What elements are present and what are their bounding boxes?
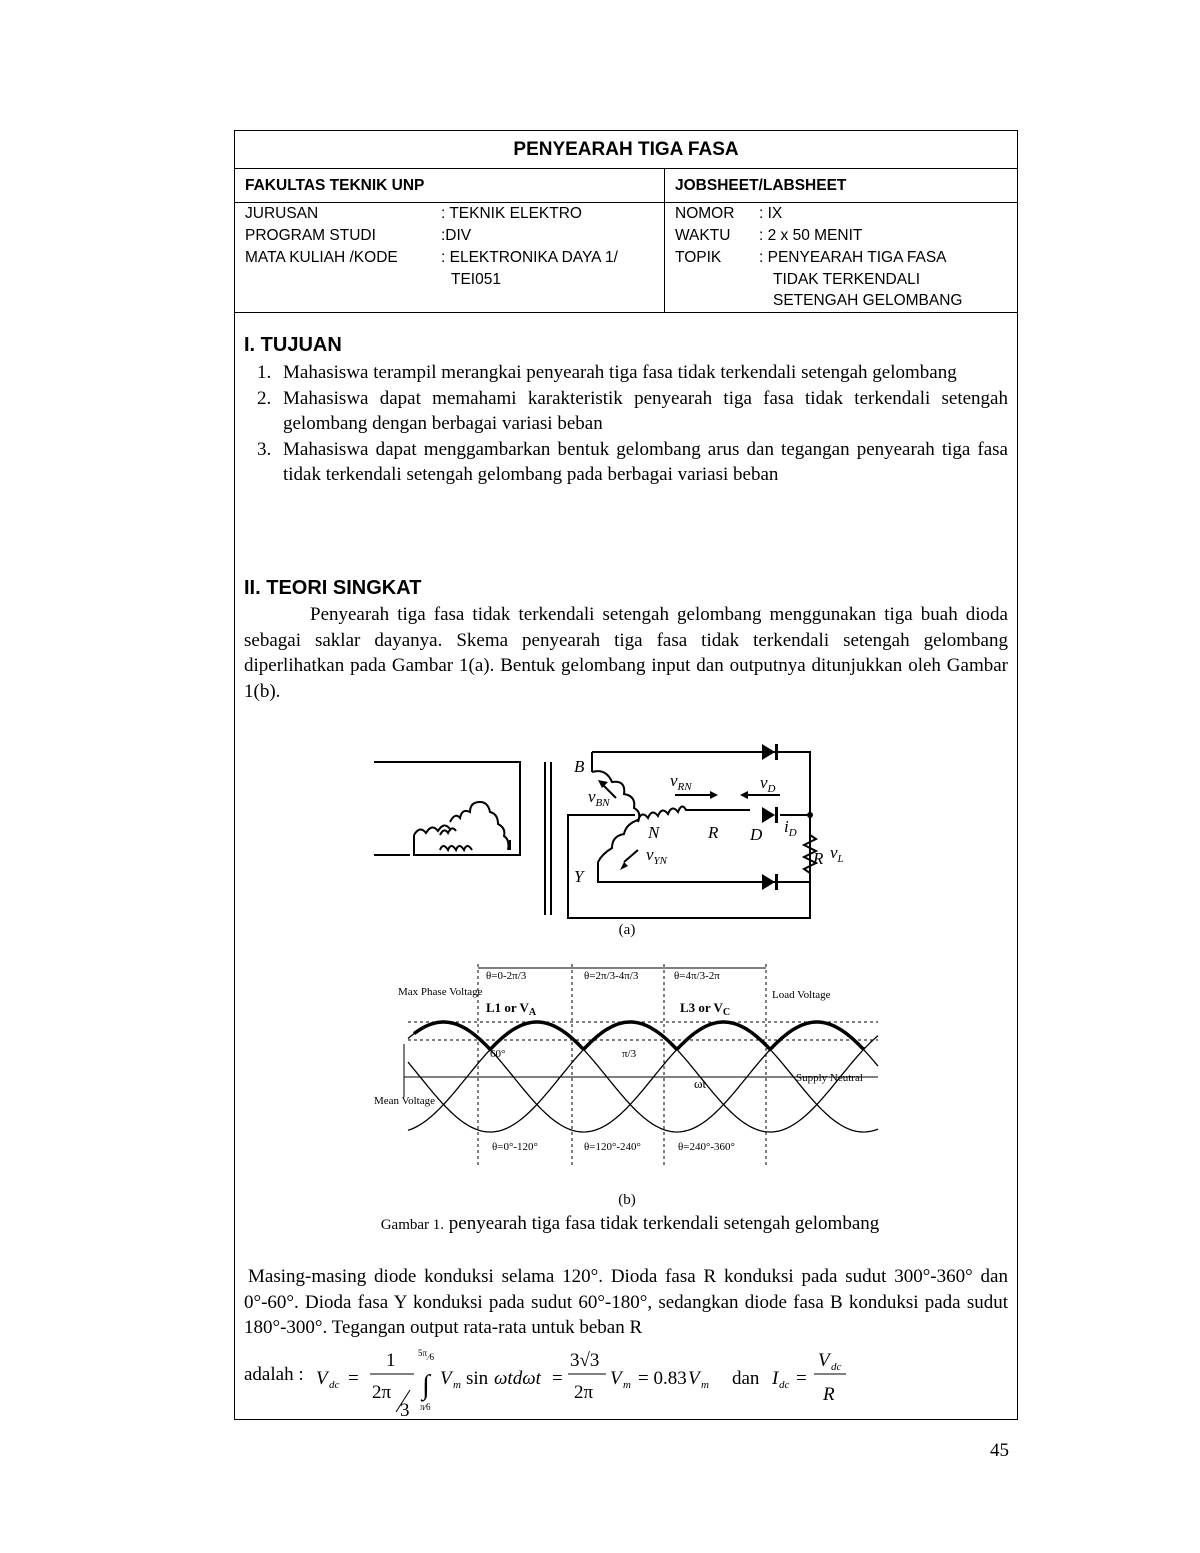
diode-d-label: D xyxy=(750,825,763,844)
load-voltage-label: Load Voltage xyxy=(772,989,831,1001)
l1-label: L1 or $V_A$ xyxy=(486,1000,537,1018)
page-number: 45 xyxy=(990,1440,1009,1461)
svg-text:V: V xyxy=(688,1368,700,1389)
svg-text:dc: dc xyxy=(779,1379,790,1391)
topik-label: TOPIK xyxy=(675,249,722,266)
svg-text:V: V xyxy=(440,1368,452,1389)
header-column-divider xyxy=(664,168,665,312)
theta-bottom-2: θ=120°-240° xyxy=(584,1141,641,1153)
waveform-diagram xyxy=(368,962,888,1172)
prodi-value: :DIV xyxy=(441,227,472,244)
conduction-paragraph: Masing-masing diode konduksi selama 120°. Dioda fasa R konduksi pada sudut 300°-360° dan 0°-60°. Dioda fasa Y konduksi pada sudut 60°-180°, sedangkan diode fasa B konduksi pada sudut 180°-300°. Tegangan output rata-rata untuk beban R xyxy=(244,1266,1008,1338)
svg-text:5π: 5π xyxy=(418,1348,428,1358)
theta-label-2: θ=2π/3-4π/3 xyxy=(584,970,639,982)
omega-t-label: ωt xyxy=(694,1076,707,1091)
matkul-label: MATA KULIAH /KODE xyxy=(245,249,398,266)
vd-label: $v_D$ xyxy=(760,773,776,795)
sixty-degree-label: 60° xyxy=(490,1048,506,1060)
topik-value-3: SETENGAH GELOMBANG xyxy=(773,292,963,309)
svg-text:2π: 2π xyxy=(574,1382,594,1403)
pi-third-label: π/3 xyxy=(622,1048,637,1060)
svg-text:m: m xyxy=(701,1379,709,1391)
l3-label: L3 or $V_C$ xyxy=(680,1000,731,1018)
jurusan-label: JURUSAN xyxy=(245,205,319,222)
list-item: 2. Mahasiswa dapat memahami karakteristik penyearah tiga fasa tidak terkendali setengah gelombang dengan berbagai variasi beban xyxy=(257,387,1008,434)
svg-text:dc: dc xyxy=(831,1361,842,1373)
circuit-diagram xyxy=(370,740,850,920)
goals-list xyxy=(257,360,1008,488)
header-divider xyxy=(235,202,1017,203)
svg-text:m: m xyxy=(623,1379,631,1391)
theory-paragraph: Penyearah tiga fasa tidak terkendali setengah gelombang menggunakan tiga buah dioda sebagai saklar dayanya. Skema penyearah tiga fasa tidak terkendali setengah gelombang diperlihatkan pada Gambar 1(a). Bentuk gelombang input dan outputnya ditunjukkan oleh Gambar 1(b). xyxy=(244,604,1008,702)
svg-text:ωtdωt: ωtdωt xyxy=(494,1368,541,1389)
vyn-label: $v_{YN}$ xyxy=(646,845,668,867)
svg-text:3: 3 xyxy=(400,1400,410,1418)
vrn-label: $v_{RN}$ xyxy=(670,771,692,793)
document-title: PENYEARAH TIGA FASA xyxy=(235,131,1017,169)
svg-text:V: V xyxy=(316,1368,328,1389)
theta-bottom-3: θ=240°-360° xyxy=(678,1141,735,1153)
svg-text:m: m xyxy=(453,1379,461,1391)
id-label: $i_D$ xyxy=(784,817,797,839)
vl-label: $v_L$ xyxy=(830,843,844,865)
svg-text:I: I xyxy=(772,1368,779,1389)
supply-neutral-label: Supply Neutral xyxy=(796,1072,863,1084)
section-teori-heading: II. TEORI SINGKAT xyxy=(244,577,422,599)
waktu-label: WAKTU xyxy=(675,227,731,244)
coil-r-label: R xyxy=(708,823,719,842)
svg-text:3√3: 3√3 xyxy=(570,1350,600,1371)
figure-a-caption: (a) xyxy=(618,922,636,938)
figure-caption: Gambar 1. penyearah tiga fasa tidak terkendali setengah gelombang xyxy=(380,1213,880,1234)
mean-voltage-label: Mean Voltage xyxy=(374,1095,435,1107)
nomor-label: NOMOR xyxy=(675,205,735,222)
section-tujuan-heading: I. TUJUAN xyxy=(244,334,342,356)
theta-label-1: θ=0-2π/3 xyxy=(486,970,527,982)
svg-text:=: = xyxy=(796,1368,807,1389)
list-item: 3. Mahasiswa dapat menggambarkan bentuk gelombang arus dan tegangan penyearah tiga fasa tidak terkendali setengah gelombang pada berbagai variasi beban xyxy=(257,438,1008,485)
sheet-type-label: JOBSHEET/LABSHEET xyxy=(675,177,847,194)
figure-b-caption: (b) xyxy=(618,1192,636,1208)
jurusan-value: : TEKNIK ELEKTRO xyxy=(441,205,582,222)
matkul-value-2: TEI051 xyxy=(451,271,501,288)
nomor-value: : IX xyxy=(759,205,783,222)
vbn-label: $v_{BN}$ xyxy=(588,787,610,809)
svg-text:=: = xyxy=(552,1368,563,1389)
svg-text:π⁄6: π⁄6 xyxy=(420,1402,431,1412)
svg-text:2π: 2π xyxy=(372,1382,392,1403)
svg-text:⁄6: ⁄6 xyxy=(428,1352,435,1362)
svg-text:V: V xyxy=(610,1368,622,1389)
svg-text:∫: ∫ xyxy=(422,1370,430,1401)
svg-text:dc: dc xyxy=(329,1379,340,1391)
theta-bottom-1: θ=0°-120° xyxy=(492,1141,538,1153)
svg-text:=: = xyxy=(348,1368,359,1389)
topik-value-2: TIDAK TERKENDALI xyxy=(773,271,921,288)
load-voltage-wave xyxy=(414,1022,864,1049)
list-item: 1. Mahasiswa terampil merangkai penyearah tiga fasa tidak terkendali setengah gelombang xyxy=(257,362,957,383)
svg-text:1: 1 xyxy=(386,1350,396,1371)
theta-label-3: θ=4π/3-2π xyxy=(674,970,720,982)
formula-prefix: adalah : xyxy=(244,1364,304,1385)
svg-text:sin: sin xyxy=(466,1368,489,1389)
svg-text:V: V xyxy=(818,1350,830,1371)
topik-value-1: : PENYEARAH TIGA FASA xyxy=(759,249,947,266)
max-phase-label: Max Phase Voltage xyxy=(398,986,483,998)
svg-text:R: R xyxy=(823,1384,835,1405)
header-bottom-divider xyxy=(235,312,1017,313)
load-r-label: R xyxy=(813,849,824,868)
average-voltage-formula xyxy=(316,1346,876,1418)
formula-and: dan xyxy=(732,1368,760,1389)
svg-text:= 0.83: = 0.83 xyxy=(638,1368,687,1389)
node-b-label: B xyxy=(574,757,585,776)
faculty-label: FAKULTAS TEKNIK UNP xyxy=(245,177,425,194)
prodi-label: PROGRAM STUDI xyxy=(245,227,376,244)
node-y-label: Y xyxy=(574,867,584,886)
waktu-value: : 2 x 50 MENIT xyxy=(759,227,863,244)
matkul-value-1: : ELEKTRONIKA DAYA 1/ xyxy=(441,249,618,266)
node-n-label: N xyxy=(648,823,660,842)
